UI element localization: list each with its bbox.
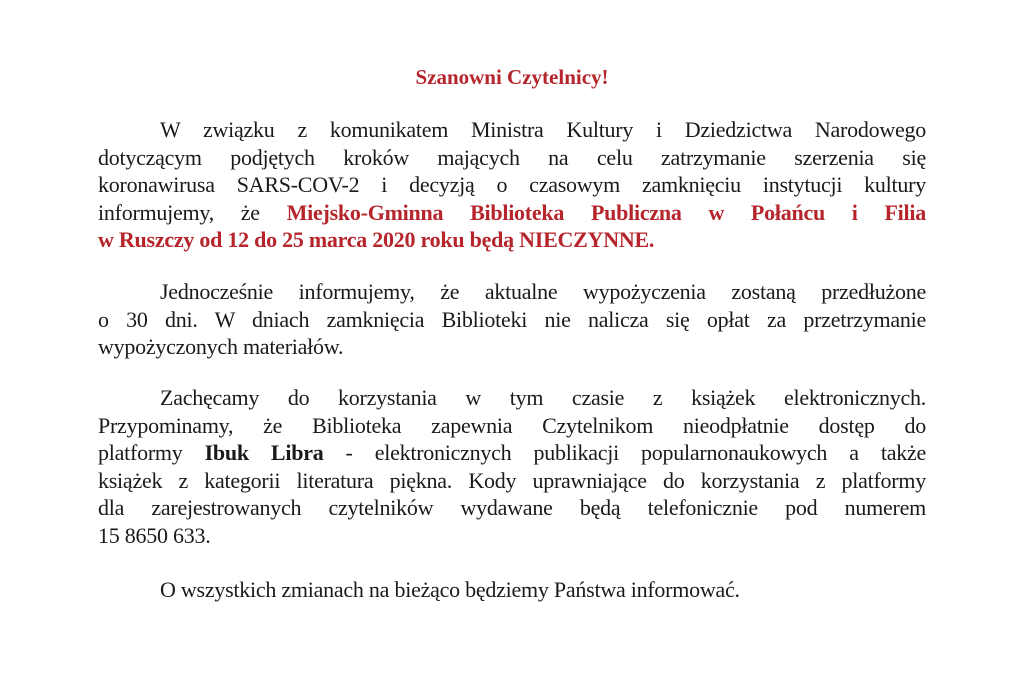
text-line [98,439,926,467]
text-run: W związku z komunikatem Ministra Kultury i Dziedzictwa Narodowego [160,117,926,142]
text-line [98,144,926,172]
letter-title: Szanowni Czytelnicy! [415,65,609,89]
text-run: O wszystkich zmianach na bieżąco będziemy Państwa informować. [160,577,740,602]
text-run: 15 8650 633. [98,522,211,548]
text-run: koronawirusa SARS-COV-2 i decyzją o czasowym zamknięciu instytucji kultury [98,172,926,197]
text-run: o 30 dni. W dniach zamknięcia Biblioteki nie nalicza się opłat za przetrzymanie [98,306,926,332]
text-run: wypożyczonych materiałów. [98,334,344,359]
paragraph [98,384,926,549]
text-line [98,306,926,334]
text-run: - elektronicznych publikacji popularnonaukowych a także [323,440,926,465]
text-line [98,226,926,254]
text-run: Zachęcamy do korzystania w tym czasie z książek elektronicznych. [160,385,926,410]
text-line [98,116,926,144]
text-line [98,412,926,440]
text-line [98,467,926,495]
text-run: dla zarejestrowanych czytelników wydawane będą telefonicznie pod numerem [98,495,926,520]
bold-text: Ibuk Libra [204,440,324,465]
text-run: Jednocześnie informujemy, że aktualne wypożyczenia zostaną przedłużone [160,279,926,304]
text-line [98,522,926,550]
text-line [98,576,926,604]
text-line [98,494,926,522]
text-line [98,171,926,199]
text-line [98,384,926,412]
text-line [98,333,926,361]
text-run: książek z kategorii literatura piękna. Kody uprawniające do korzystania z platformy [98,467,926,493]
paragraph [98,278,926,361]
text-run: dotyczącym podjętych kroków mających na celu zatrzymanie szerzenia się [98,144,926,170]
text-line [98,278,926,306]
highlighted-text: Miejsko-Gminna Biblioteka Publiczna w Połańcu i Filia [286,199,926,225]
text-run: platformy [98,440,205,465]
text-run: informujemy, że [98,199,287,225]
paragraph [98,576,926,604]
text-run: Przypominamy, że Biblioteka zapewnia Czytelnikom nieodpłatnie dostęp do [98,412,926,438]
highlighted-text: w Ruszczy od 12 do 25 marca 2020 roku będą NIECZYNNE. [98,227,655,252]
paragraph [98,116,926,254]
text-line [98,199,926,227]
